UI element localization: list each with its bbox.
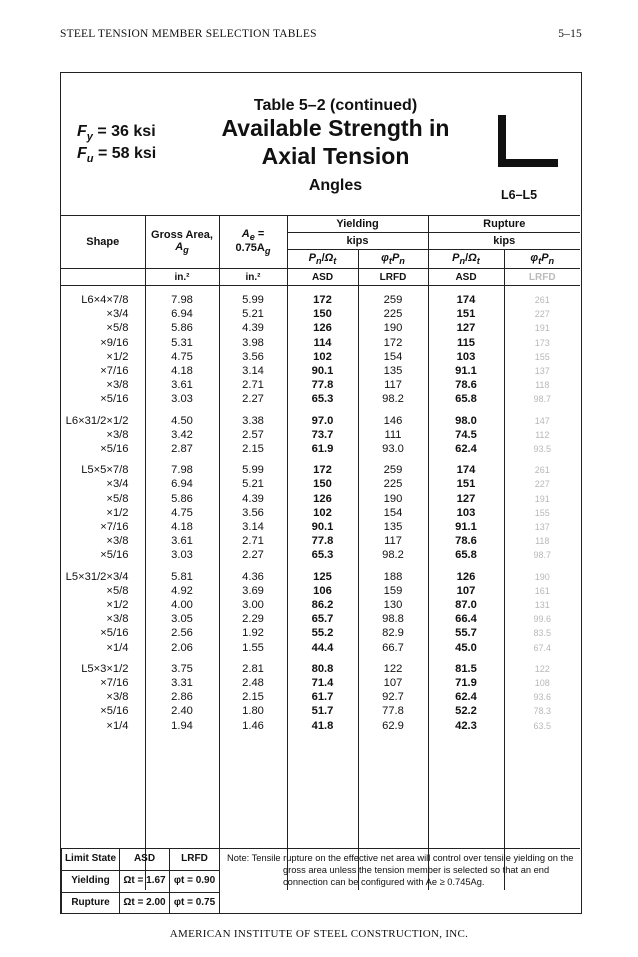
cell-gross-area: 1.94 bbox=[145, 719, 219, 733]
cell-shape: L5×5×7/8 bbox=[81, 464, 129, 477]
cell-yield-lrfd: 98.2 bbox=[358, 548, 428, 562]
cell-rupture-asd: 66.4 bbox=[428, 612, 504, 626]
cell-rupture-lrfd: 191 bbox=[504, 492, 580, 506]
cell-yield-lrfd: 146 bbox=[358, 414, 428, 428]
cell-yield-lrfd: 107 bbox=[358, 676, 428, 690]
cell-shape: L6×4×7/8 bbox=[81, 294, 129, 306]
cell-effective-area: 2.48 bbox=[219, 676, 287, 690]
cell-shape: ×3/4 bbox=[106, 478, 129, 491]
cell-yield-asd: 44.4 bbox=[287, 641, 358, 655]
cell-effective-area: 5.99 bbox=[219, 293, 287, 307]
cell-shape: ×5/8 bbox=[106, 322, 129, 335]
table-row bbox=[61, 520, 580, 534]
table-row bbox=[61, 612, 580, 626]
cell-yield-lrfd: 77.8 bbox=[358, 704, 428, 718]
cell-effective-area: 4.39 bbox=[219, 321, 287, 335]
factor-header-lrfd: LRFD bbox=[170, 849, 220, 871]
table-frame bbox=[60, 72, 582, 914]
cell-effective-area: 1.46 bbox=[219, 719, 287, 733]
yield-stress: $F_y = 36$ ksi bbox=[77, 123, 156, 144]
cell-rupture-asd: 103 bbox=[428, 350, 504, 364]
cell-rupture-lrfd: 63.5 bbox=[504, 719, 580, 733]
table-row bbox=[61, 442, 580, 456]
cell-effective-area: 3.56 bbox=[219, 506, 287, 520]
cell-rupture-lrfd: 161 bbox=[504, 584, 580, 598]
cell-shape: ×3/8 bbox=[106, 613, 129, 626]
cell-yield-asd: 65.3 bbox=[287, 548, 358, 562]
cell-yield-asd: 41.8 bbox=[287, 719, 358, 733]
cell-rupture-lrfd: 78.3 bbox=[504, 704, 580, 718]
cell-shape: ×1/2 bbox=[106, 599, 129, 612]
table-row bbox=[61, 704, 580, 718]
cell-gross-area: 3.42 bbox=[145, 428, 219, 442]
cell-rupture-asd: 115 bbox=[428, 336, 504, 350]
cell-rupture-lrfd: 83.5 bbox=[504, 626, 580, 640]
cell-rupture-lrfd: 122 bbox=[504, 662, 580, 676]
cell-gross-area: 4.75 bbox=[145, 506, 219, 520]
cell-rupture-asd: 103 bbox=[428, 506, 504, 520]
cell-rupture-asd: 78.6 bbox=[428, 378, 504, 392]
cell-effective-area: 4.36 bbox=[219, 570, 287, 584]
cell-gross-area: 4.75 bbox=[145, 350, 219, 364]
factor-yielding-label: Yielding bbox=[62, 871, 120, 893]
cell-gross-area: 4.18 bbox=[145, 520, 219, 534]
cell-rupture-lrfd: 137 bbox=[504, 364, 580, 378]
cell-yield-asd: 97.0 bbox=[287, 414, 358, 428]
header-gross-area: Gross Area, $A_g$ bbox=[145, 216, 219, 269]
cell-shape: ×5/16 bbox=[100, 627, 129, 640]
table-title-line1: Available Strength in bbox=[221, 115, 450, 141]
cell-rupture-asd: 81.5 bbox=[428, 662, 504, 676]
cell-yield-asd: 77.8 bbox=[287, 378, 358, 392]
cell-rupture-asd: 91.1 bbox=[428, 520, 504, 534]
header-effective-area: $A_e$ = $0.75A_g$ bbox=[219, 216, 287, 269]
cell-yield-asd: 114 bbox=[287, 336, 358, 350]
cell-shape: ×7/16 bbox=[100, 677, 129, 690]
cell-rupture-lrfd: 155 bbox=[504, 350, 580, 364]
cell-shape: ×1/2 bbox=[106, 506, 129, 519]
cell-yield-lrfd: 159 bbox=[358, 584, 428, 598]
cell-yield-asd: 65.7 bbox=[287, 612, 358, 626]
cell-rupture-asd: 74.5 bbox=[428, 428, 504, 442]
cell-yield-lrfd: 62.9 bbox=[358, 719, 428, 733]
cell-effective-area: 3.00 bbox=[219, 598, 287, 612]
cell-yield-lrfd: 111 bbox=[358, 428, 428, 442]
cell-yield-lrfd: 92.7 bbox=[358, 690, 428, 704]
cell-rupture-asd: 45.0 bbox=[428, 641, 504, 655]
cell-rupture-asd: 65.8 bbox=[428, 548, 504, 562]
cell-gross-area: 2.40 bbox=[145, 704, 219, 718]
cell-rupture-asd: 91.1 bbox=[428, 364, 504, 378]
cell-gross-area: 3.61 bbox=[145, 378, 219, 392]
table-note bbox=[227, 852, 575, 888]
cell-gross-area: 7.98 bbox=[145, 463, 219, 477]
cell-rupture-lrfd: 131 bbox=[504, 598, 580, 612]
table-row bbox=[61, 506, 580, 520]
cell-effective-area: 3.98 bbox=[219, 336, 287, 350]
cell-rupture-lrfd: 155 bbox=[504, 506, 580, 520]
cell-yield-lrfd: 98.2 bbox=[358, 392, 428, 406]
table-row bbox=[61, 641, 580, 655]
cell-yield-lrfd: 172 bbox=[358, 336, 428, 350]
cell-rupture-asd: 78.6 bbox=[428, 534, 504, 548]
cell-shape: ×3/8 bbox=[106, 428, 129, 441]
factor-rupture-asd: Ωt = 2.00 bbox=[120, 893, 170, 915]
resistance-factors-table bbox=[61, 849, 220, 914]
tensile-stress: $F_u = 58$ ksi bbox=[77, 145, 157, 166]
cell-rupture-asd: 174 bbox=[428, 463, 504, 477]
cell-rupture-asd: 42.3 bbox=[428, 719, 504, 733]
cell-yield-asd: 125 bbox=[287, 570, 358, 584]
cell-effective-area: 2.27 bbox=[219, 548, 287, 562]
cell-rupture-asd: 98.0 bbox=[428, 414, 504, 428]
cell-yield-lrfd: 130 bbox=[358, 598, 428, 612]
label-yield-lrfd: LRFD bbox=[358, 269, 428, 286]
cell-yield-lrfd: 117 bbox=[358, 378, 428, 392]
cell-rupture-asd: 71.9 bbox=[428, 676, 504, 690]
table-title-line2: Axial Tension bbox=[261, 143, 410, 169]
cell-gross-area: 7.98 bbox=[145, 293, 219, 307]
cell-effective-area: 3.14 bbox=[219, 364, 287, 378]
page-footer: AMERICAN INSTITUTE OF STEEL CONSTRUCTION, INC. bbox=[169, 928, 469, 940]
running-header bbox=[60, 28, 582, 44]
cell-rupture-lrfd: 118 bbox=[504, 534, 580, 548]
cell-yield-lrfd: 190 bbox=[358, 321, 428, 335]
note-lead: Note: Tensile rupture on the effective net area will control over tensile yielding on the bbox=[227, 853, 574, 863]
cell-rupture-asd: 127 bbox=[428, 321, 504, 335]
cell-effective-area: 2.29 bbox=[219, 612, 287, 626]
cell-rupture-asd: 107 bbox=[428, 584, 504, 598]
cell-shape: L5×31/2×3/4 bbox=[65, 570, 129, 583]
cell-yield-lrfd: 82.9 bbox=[358, 626, 428, 640]
cell-yield-asd: 61.9 bbox=[287, 442, 358, 456]
table-subtitle: Angles bbox=[308, 177, 363, 194]
cell-shape: ×9/16 bbox=[100, 336, 129, 349]
table-row bbox=[61, 414, 580, 428]
cell-yield-asd: 73.7 bbox=[287, 428, 358, 442]
cell-yield-lrfd: 225 bbox=[358, 307, 428, 321]
cell-gross-area: 4.00 bbox=[145, 598, 219, 612]
cell-gross-area: 6.94 bbox=[145, 307, 219, 321]
cell-shape: ×3/8 bbox=[106, 379, 129, 392]
cell-gross-area: 4.50 bbox=[145, 414, 219, 428]
table-row bbox=[61, 336, 580, 350]
cell-rupture-lrfd: 98.7 bbox=[504, 548, 580, 562]
cell-yield-lrfd: 98.8 bbox=[358, 612, 428, 626]
cell-yield-asd: 150 bbox=[287, 307, 358, 321]
table-row bbox=[61, 321, 580, 335]
header-rupture-lrfd-symbol: $\varphi_tP_n$ bbox=[504, 250, 580, 269]
title-block bbox=[61, 73, 580, 213]
cell-effective-area: 2.57 bbox=[219, 428, 287, 442]
cell-effective-area: 5.99 bbox=[219, 463, 287, 477]
cell-shape: ×1/4 bbox=[106, 641, 129, 654]
factor-rupture-label: Rupture bbox=[62, 893, 120, 915]
cell-yield-asd: 90.1 bbox=[287, 364, 358, 378]
table-row bbox=[61, 690, 580, 704]
cell-yield-asd: 71.4 bbox=[287, 676, 358, 690]
cell-effective-area: 2.71 bbox=[219, 534, 287, 548]
cell-gross-area: 3.75 bbox=[145, 662, 219, 676]
header-rupture-kips: kips bbox=[428, 233, 580, 250]
cell-rupture-lrfd: 112 bbox=[504, 428, 580, 442]
cell-yield-lrfd: 259 bbox=[358, 293, 428, 307]
cell-shape: ×7/16 bbox=[100, 365, 129, 378]
cell-effective-area: 1.55 bbox=[219, 641, 287, 655]
cell-yield-lrfd: 190 bbox=[358, 492, 428, 506]
table-row bbox=[61, 534, 580, 548]
cell-effective-area: 2.81 bbox=[219, 662, 287, 676]
cell-yield-lrfd: 259 bbox=[358, 463, 428, 477]
cell-rupture-asd: 151 bbox=[428, 307, 504, 321]
cell-rupture-lrfd: 147 bbox=[504, 414, 580, 428]
cell-yield-asd: 126 bbox=[287, 492, 358, 506]
cell-yield-asd: 86.2 bbox=[287, 598, 358, 612]
label-yield-asd: ASD bbox=[287, 269, 358, 286]
cell-effective-area: 2.27 bbox=[219, 392, 287, 406]
cell-yield-lrfd: 135 bbox=[358, 520, 428, 534]
factor-header-asd: ASD bbox=[120, 849, 170, 871]
cell-rupture-asd: 62.4 bbox=[428, 442, 504, 456]
cell-gross-area: 3.61 bbox=[145, 534, 219, 548]
cell-rupture-lrfd: 108 bbox=[504, 676, 580, 690]
cell-shape: ×3/8 bbox=[106, 691, 129, 704]
cell-gross-area: 5.31 bbox=[145, 336, 219, 350]
cell-rupture-lrfd: 173 bbox=[504, 336, 580, 350]
cell-rupture-lrfd: 98.7 bbox=[504, 392, 580, 406]
cell-gross-area: 3.31 bbox=[145, 676, 219, 690]
cell-gross-area: 2.86 bbox=[145, 690, 219, 704]
cell-yield-asd: 102 bbox=[287, 350, 358, 364]
cell-shape: ×5/16 bbox=[100, 549, 129, 562]
cell-rupture-lrfd: 191 bbox=[504, 321, 580, 335]
cell-rupture-lrfd: 190 bbox=[504, 570, 580, 584]
cell-gross-area: 5.86 bbox=[145, 492, 219, 506]
table-row bbox=[61, 350, 580, 364]
table-row bbox=[61, 598, 580, 612]
table-row bbox=[61, 364, 580, 378]
table-row bbox=[61, 307, 580, 321]
cell-yield-asd: 126 bbox=[287, 321, 358, 335]
cell-gross-area: 6.94 bbox=[145, 477, 219, 491]
cell-yield-lrfd: 135 bbox=[358, 364, 428, 378]
header-rupture: Rupture bbox=[428, 216, 580, 233]
cell-shape: ×5/16 bbox=[100, 705, 129, 718]
cell-gross-area: 5.86 bbox=[145, 321, 219, 335]
factor-yielding-lrfd: φt = 0.90 bbox=[170, 871, 220, 893]
cell-yield-lrfd: 154 bbox=[358, 350, 428, 364]
cell-yield-lrfd: 122 bbox=[358, 662, 428, 676]
cell-rupture-asd: 87.0 bbox=[428, 598, 504, 612]
cell-effective-area: 1.80 bbox=[219, 704, 287, 718]
cell-yield-lrfd: 154 bbox=[358, 506, 428, 520]
cell-shape: ×5/16 bbox=[100, 393, 129, 406]
cell-yield-asd: 80.8 bbox=[287, 662, 358, 676]
table-row bbox=[61, 428, 580, 442]
cell-rupture-lrfd: 67.4 bbox=[504, 641, 580, 655]
units-effective-area: in.² bbox=[219, 269, 287, 286]
table-row bbox=[61, 662, 580, 676]
cell-rupture-asd: 174 bbox=[428, 293, 504, 307]
cell-rupture-lrfd: 227 bbox=[504, 307, 580, 321]
cell-yield-lrfd: 93.0 bbox=[358, 442, 428, 456]
header-yield-lrfd-symbol: $\varphi_tP_n$ bbox=[358, 250, 428, 269]
table-row bbox=[61, 719, 580, 733]
cell-effective-area: 2.15 bbox=[219, 442, 287, 456]
strength-table bbox=[61, 215, 580, 890]
cell-yield-asd: 90.1 bbox=[287, 520, 358, 534]
cell-shape: L6×31/2×1/2 bbox=[65, 414, 129, 427]
cell-rupture-asd: 65.8 bbox=[428, 392, 504, 406]
cell-shape: ×5/8 bbox=[106, 492, 129, 505]
table-row bbox=[61, 570, 580, 584]
cell-yield-asd: 65.3 bbox=[287, 392, 358, 406]
table-row bbox=[61, 392, 580, 406]
cell-effective-area: 3.38 bbox=[219, 414, 287, 428]
cell-shape: ×1/2 bbox=[106, 350, 129, 363]
table-row bbox=[61, 626, 580, 640]
table-row bbox=[61, 584, 580, 598]
cell-gross-area: 3.03 bbox=[145, 548, 219, 562]
cell-rupture-asd: 55.7 bbox=[428, 626, 504, 640]
cell-yield-asd: 61.7 bbox=[287, 690, 358, 704]
cell-rupture-asd: 151 bbox=[428, 477, 504, 491]
cell-rupture-asd: 52.2 bbox=[428, 704, 504, 718]
header-shape: Shape bbox=[86, 236, 120, 248]
cell-shape: ×5/8 bbox=[106, 584, 129, 597]
cell-gross-area: 5.81 bbox=[145, 570, 219, 584]
label-rupture-asd: ASD bbox=[428, 269, 504, 286]
cell-effective-area: 5.21 bbox=[219, 307, 287, 321]
cell-yield-asd: 51.7 bbox=[287, 704, 358, 718]
cell-shape: L5×3×1/2 bbox=[81, 662, 129, 675]
cell-yield-asd: 102 bbox=[287, 506, 358, 520]
cell-yield-asd: 106 bbox=[287, 584, 358, 598]
table-row bbox=[61, 378, 580, 392]
cell-yield-lrfd: 188 bbox=[358, 570, 428, 584]
cell-rupture-lrfd: 93.5 bbox=[504, 442, 580, 456]
table-row bbox=[61, 676, 580, 690]
cell-effective-area: 1.92 bbox=[219, 626, 287, 640]
table-row bbox=[61, 548, 580, 562]
cell-gross-area: 4.18 bbox=[145, 364, 219, 378]
cell-yield-asd: 172 bbox=[287, 293, 358, 307]
factor-rupture-lrfd: φt = 0.75 bbox=[170, 893, 220, 915]
table-row bbox=[61, 463, 580, 477]
shape-range: L6–L5 bbox=[501, 188, 538, 202]
cell-shape: ×1/4 bbox=[106, 719, 129, 732]
label-rupture-lrfd: LRFD bbox=[504, 269, 580, 286]
header-yielding-kips: kips bbox=[287, 233, 428, 250]
cell-yield-asd: 172 bbox=[287, 463, 358, 477]
factor-yielding-asd: Ωt = 1.67 bbox=[120, 871, 170, 893]
cell-shape: ×3/4 bbox=[106, 308, 129, 321]
running-header-title: STEEL TENSION MEMBER SELECTION TABLES bbox=[60, 28, 317, 40]
cell-yield-lrfd: 117 bbox=[358, 534, 428, 548]
cell-rupture-lrfd: 261 bbox=[504, 293, 580, 307]
angle-shape-icon bbox=[498, 115, 558, 167]
header-yielding: Yielding bbox=[287, 216, 428, 233]
cell-rupture-asd: 127 bbox=[428, 492, 504, 506]
cell-yield-lrfd: 225 bbox=[358, 477, 428, 491]
cell-gross-area: 2.06 bbox=[145, 641, 219, 655]
bottom-area bbox=[61, 848, 580, 913]
cell-yield-asd: 150 bbox=[287, 477, 358, 491]
table-row bbox=[61, 477, 580, 491]
cell-effective-area: 3.69 bbox=[219, 584, 287, 598]
units-gross-area: in.² bbox=[145, 269, 219, 286]
cell-effective-area: 2.71 bbox=[219, 378, 287, 392]
cell-shape: ×3/8 bbox=[106, 535, 129, 548]
table-body bbox=[61, 286, 580, 890]
cell-shape: ×7/16 bbox=[100, 521, 129, 534]
header-rupture-asd-symbol: $P_n/\Omega_t$ bbox=[428, 250, 504, 269]
cell-effective-area: 5.21 bbox=[219, 477, 287, 491]
cell-yield-lrfd: 66.7 bbox=[358, 641, 428, 655]
cell-gross-area: 4.92 bbox=[145, 584, 219, 598]
cell-gross-area: 2.87 bbox=[145, 442, 219, 456]
cell-rupture-lrfd: 99.6 bbox=[504, 612, 580, 626]
header-yield-asd-symbol: $P_n/\Omega_t$ bbox=[287, 250, 358, 269]
table-row bbox=[61, 293, 580, 307]
cell-rupture-asd: 62.4 bbox=[428, 690, 504, 704]
cell-rupture-lrfd: 261 bbox=[504, 463, 580, 477]
cell-rupture-lrfd: 93.6 bbox=[504, 690, 580, 704]
cell-yield-asd: 77.8 bbox=[287, 534, 358, 548]
cell-rupture-lrfd: 118 bbox=[504, 378, 580, 392]
factor-header-limit-state: Limit State bbox=[62, 849, 120, 871]
cell-effective-area: 3.56 bbox=[219, 350, 287, 364]
cell-gross-area: 2.56 bbox=[145, 626, 219, 640]
note-body: gross area unless the tension member is selected so that an end connection can be configured with Ae ≥ 0.745Ag. bbox=[283, 865, 550, 887]
page-number: 5–15 bbox=[558, 28, 582, 40]
table-row bbox=[61, 492, 580, 506]
cell-gross-area: 3.03 bbox=[145, 392, 219, 406]
cell-shape: ×5/16 bbox=[100, 443, 129, 456]
cell-yield-asd: 55.2 bbox=[287, 626, 358, 640]
cell-rupture-lrfd: 137 bbox=[504, 520, 580, 534]
cell-rupture-asd: 126 bbox=[428, 570, 504, 584]
cell-effective-area: 3.14 bbox=[219, 520, 287, 534]
cell-gross-area: 3.05 bbox=[145, 612, 219, 626]
cell-effective-area: 4.39 bbox=[219, 492, 287, 506]
table-number: Table 5–2 (continued) bbox=[253, 97, 418, 114]
cell-rupture-lrfd: 227 bbox=[504, 477, 580, 491]
cell-effective-area: 2.15 bbox=[219, 690, 287, 704]
